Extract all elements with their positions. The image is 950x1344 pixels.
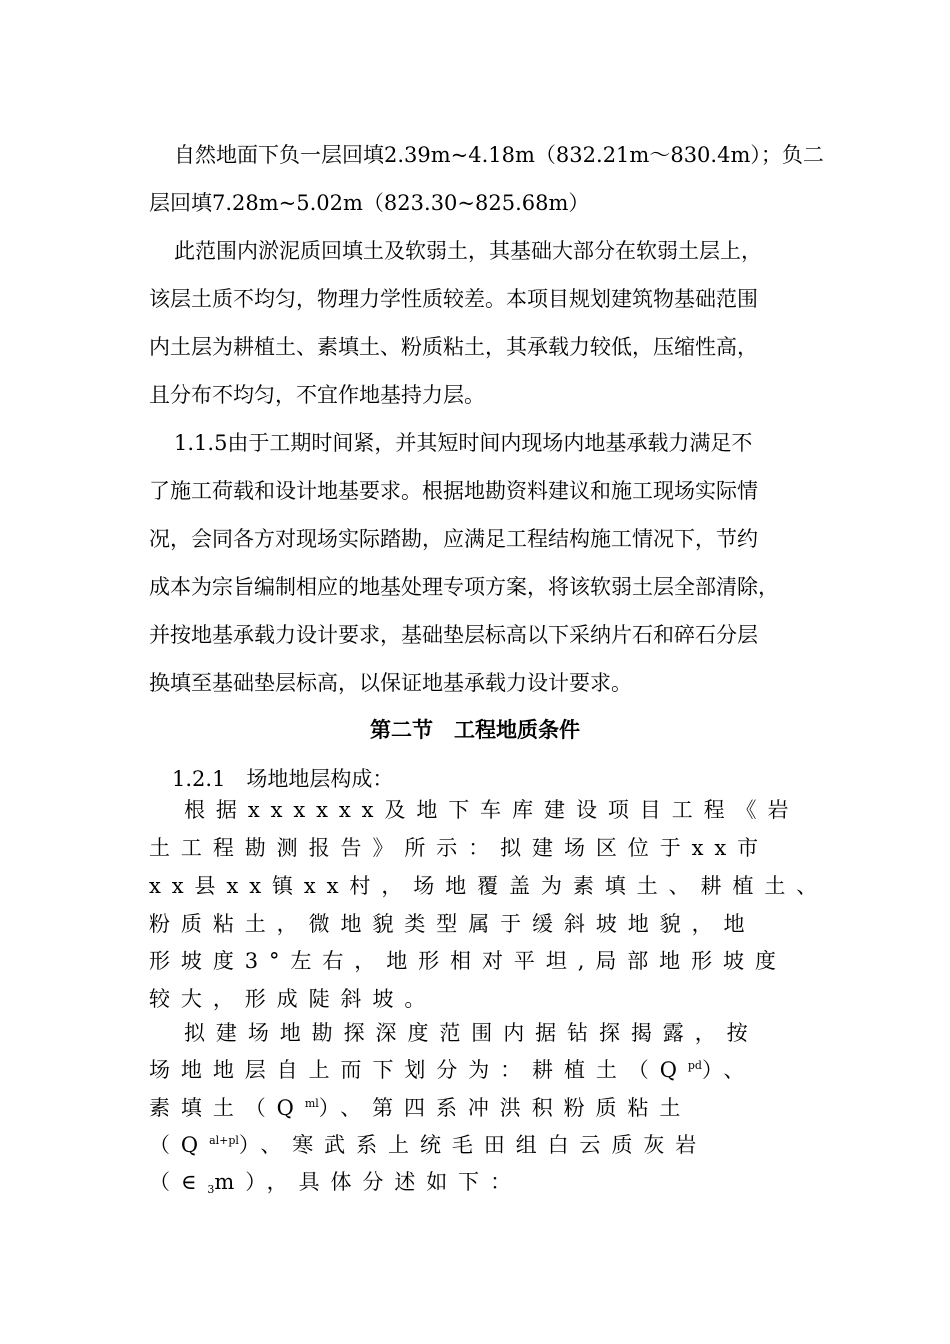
para1-line-6: 较大，形成陡斜坡。 — [149, 987, 437, 1011]
para2-line-3-text: 素填土（Q — [149, 1096, 305, 1120]
para2-line-4-suffix: ）、寒武系上统毛田组白云质灰岩 — [238, 1133, 708, 1157]
body-line-4: 该层土质不均匀，物理力学性质较差。本项目规划建筑物基础范围 — [149, 287, 758, 311]
body-line-8: 了施工荷载和设计地基要求。根据地勘资料建议和施工现场实际情 — [149, 479, 758, 503]
superscript-ml: ml — [304, 1097, 319, 1110]
para2-line-3-suffix: ）、第四系冲洪积粉质粘土 — [318, 1096, 692, 1120]
para2-line-4 — [149, 1131, 707, 1159]
superscript-alpl: al+pl — [209, 1134, 239, 1147]
para2-line-2-suffix: ）、 — [701, 1058, 756, 1082]
body-line-6: 且分布不均匀，不宜作地基持力层。 — [149, 383, 485, 407]
body-line-3: 此范围内淤泥质回填土及软弱土，其基础大部分在软弱土层上， — [174, 239, 762, 263]
body-line-7: 1.1.5由于工期时间紧，并其短时间内现场内地基承载力满足不 — [174, 431, 753, 455]
para1-line-2: 土工程勘测报告》所示：拟建场区位于xx市 — [149, 836, 770, 860]
body-line-2: 层回填7.28m~5.02m（823.30~825.68m） — [149, 191, 590, 215]
para2-line-3 — [149, 1094, 691, 1122]
section-heading: 第二节 工程地质条件 — [370, 718, 580, 742]
subsection-heading: 1.2.1 场地地层构成： — [172, 767, 394, 791]
body-line-11: 并按地基承载力设计要求，基础垫层标高以下采纳片石和碎石分层 — [149, 623, 758, 647]
para1-line-3: xx县xx镇xx村，场地覆盖为素填土、耕植土、 — [149, 874, 829, 898]
para2-line-5-suffix: m），具体分述如下： — [214, 1170, 523, 1194]
para2-line-5 — [149, 1168, 522, 1196]
para2-line-2-text: 场地地层自上而下划分为：耕植土（Q — [149, 1058, 688, 1082]
body-line-9: 况，会同各方对现场实际踏勘，应满足工程结构施工情况下，节约 — [149, 527, 758, 551]
para1-line-5: 形坡度3°左右，地形相对平坦,局部地形坡度 — [149, 949, 787, 973]
para2-line-1: 拟建场地勘探深度范围内据钻探揭露，按 — [184, 1021, 759, 1045]
para1-line-1: 根据xxxxxx及地下车库建设项目工程《岩 — [184, 798, 800, 822]
body-line-5: 内土层为耕植土、素填土、粉质粘土，其承载力较低，压缩性高， — [149, 335, 758, 359]
para2-line-5-text: （∈ — [149, 1170, 208, 1194]
superscript-pd: pd — [687, 1059, 702, 1072]
body-line-10: 成本为宗旨编制相应的地基处理专项方案，将该软弱土层全部清除， — [149, 575, 779, 599]
para2-line-4-text: （Q — [149, 1133, 210, 1157]
para1-line-4: 粉质粘土，微地貌类型属于缓斜坡地貌，地 — [149, 912, 756, 936]
para2-line-2 — [149, 1056, 755, 1084]
body-line-1: 自然地面下负一层回填2.39m~4.18m（832.21m～830.4m）；负二 — [174, 143, 824, 167]
subscript-3: 3 — [207, 1183, 215, 1196]
body-line-12: 换填至基础垫层标高，以保证地基承载力设计要求。 — [149, 671, 632, 695]
